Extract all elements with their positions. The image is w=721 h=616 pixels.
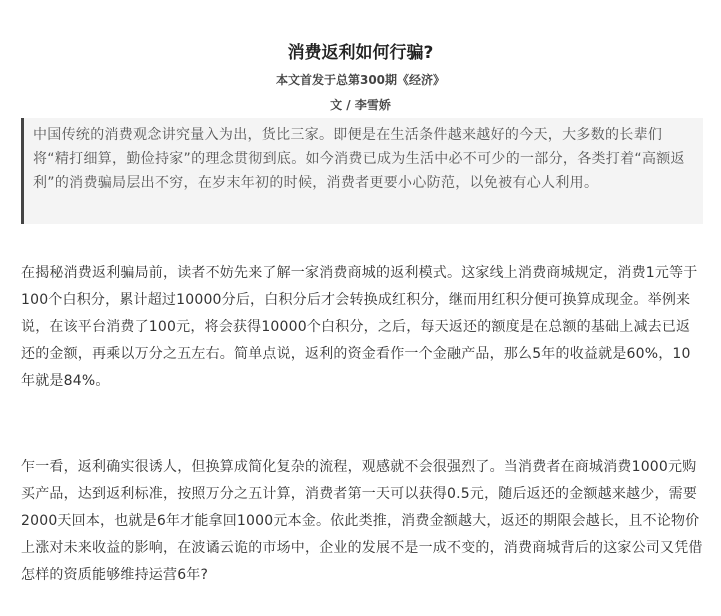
intro-blockquote: 中国传统的消费观念讲究量入为出，货比三家。即便是在生活条件越来越好的今天，大多数的长辈们将“精打细算，勤俭持家”的理念贯彻到底。如今消费已成为生活中必不可少的一部分，各类打着“高额返利”的消费骗局层出不穷，在岁末年初的时候，消费者更要小心防范，以免被有心人利用。 — [21, 118, 703, 224]
article-subtitle: 本文首发于总第300期《经济》 — [275, 73, 446, 87]
article-byline: 文 / 李雪娇 — [330, 98, 391, 112]
body-paragraph: 在揭秘消费返利骗局前，读者不妨先来了解一家消费商城的返利模式。这家线上消费商城规定，消费1元等于100个白积分，累计超过10000分后，白积分后才会转换成红积分，继而用红积分便可换算成现金。举例来说，在该平台消费了100元，将会获得10000个白积分，之后，每天返还的额度是在总额的基础上减去已返还的金额，再乘以万分之五左右。简单点说，返利的资金看作一个金融产品，那么5年的收益就是60%，10年就是84%。 — [21, 265, 698, 389]
article-title: 消费返利如何行骗? — [287, 43, 434, 63]
body-paragraph: 乍一看，返利确实很诱人，但换算成简化复杂的流程，观感就不会很强烈了。当消费者在商城消费1000元购买产品，达到返利标准，按照万分之五计算，消费者第一天可以获得0.5元，随后返还的金额越来越少，需要2000天回本，也就是6年才能拿回1000元本金。依此类推，消费金额越大，返还的期限会越长，且不论物价上涨对未来收益的影响，在波谲云诡的市场中，企业的发展不是一成不变的，消费商城背后的这家公司又凭借怎样的资质能够维持运营6年? — [21, 459, 703, 583]
